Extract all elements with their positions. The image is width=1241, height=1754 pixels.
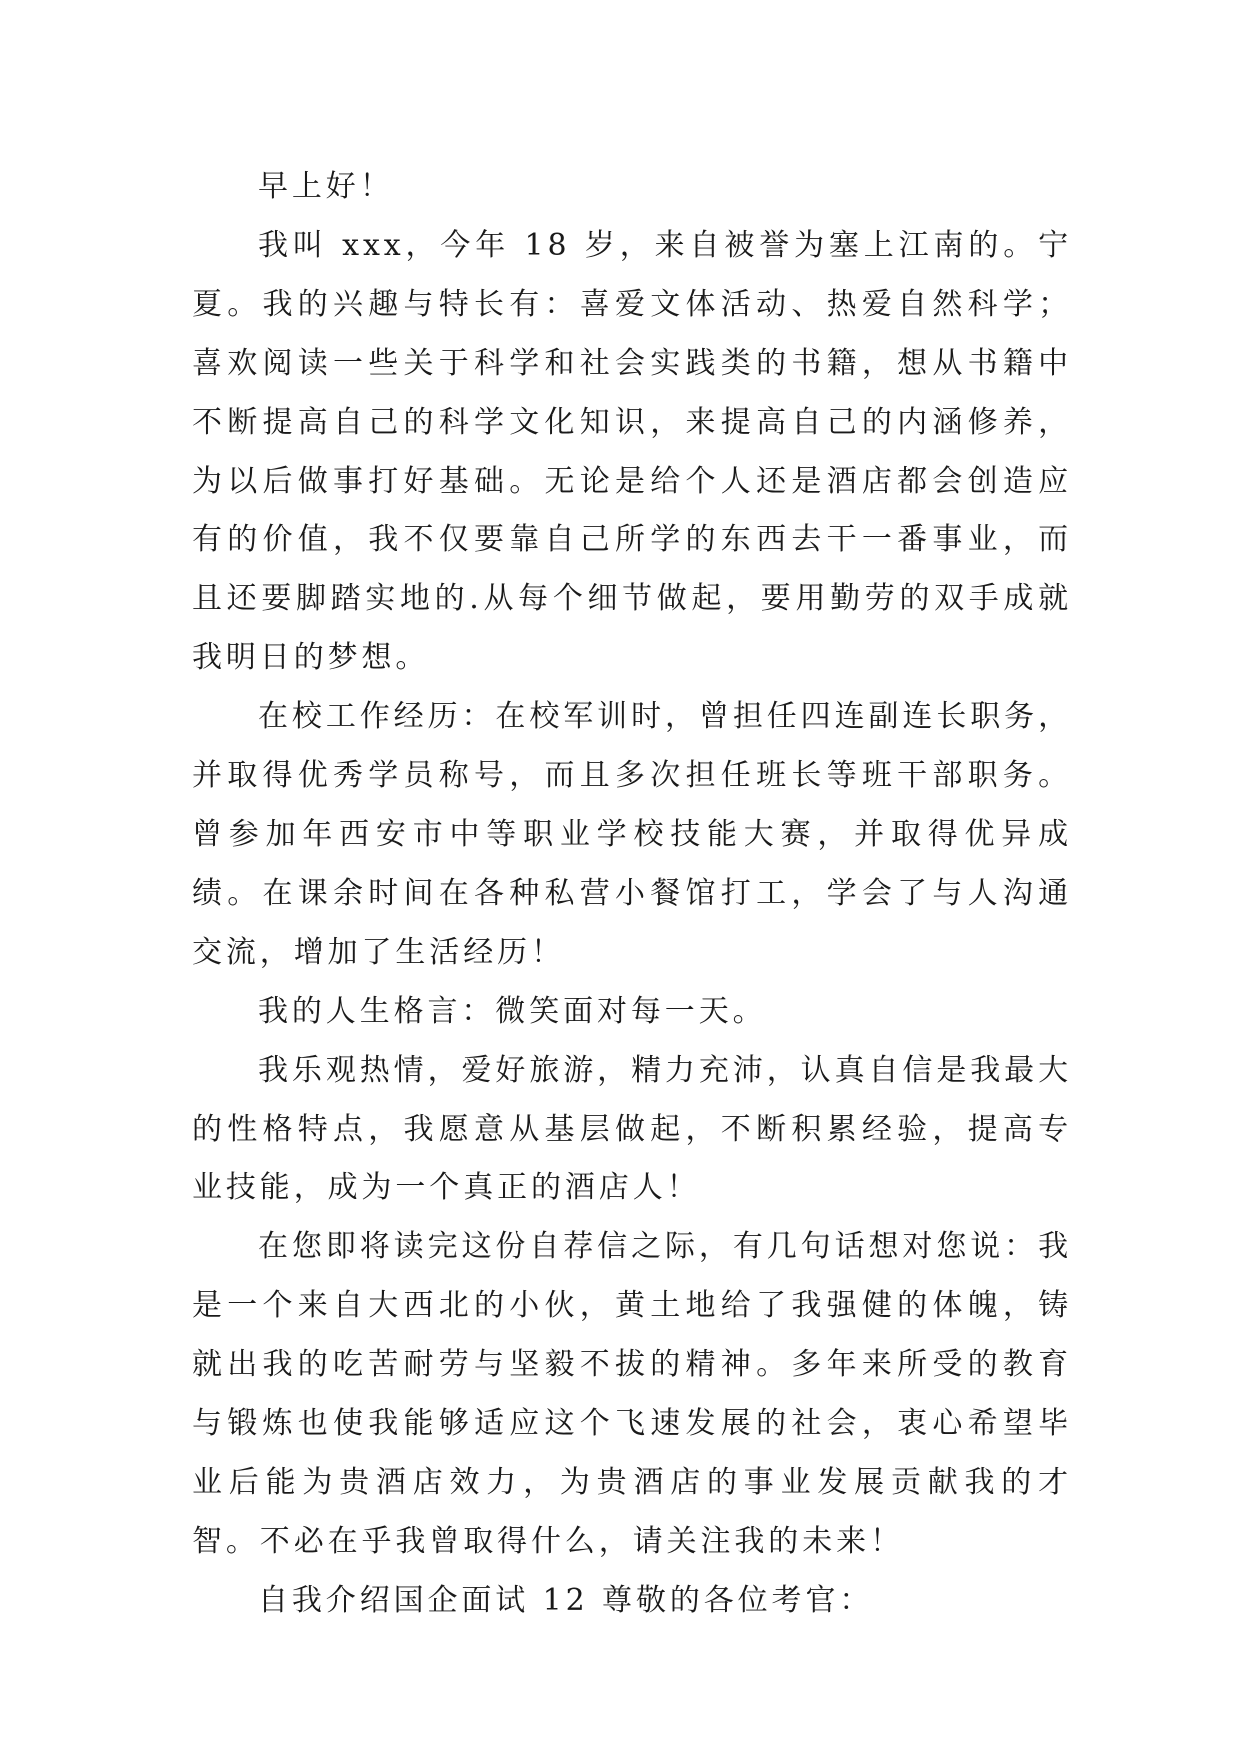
paragraph-closing: 在您即将读完这份自荐信之际，有几句话想对您说：我是一个来自大西北的小伙，黄土地给了我强健的体魄，铸就出我的吃苦耐劳与坚毅不拔的精神。多年来所受的教育与锻炼也使我能够适应这个飞速发展的社会，衷心希望毕业后能为贵酒店效力，为贵酒店的事业发展贡献我的才智。不必在乎我曾取得什么，请关注我的未来！: [192, 1229, 1072, 1559]
paragraph-personality: 我乐观热情，爱好旅游，精力充沛，认真自信是我最大的性格特点，我愿意从基层做起，不断积累经验，提高专业技能，成为一个真正的酒店人！: [192, 1052, 1072, 1206]
paragraph-next-section-heading: 自我介绍国企面试 12 尊敬的各位考官：: [258, 1582, 874, 1618]
paragraph-school-experience: 在校工作经历：在校军训时，曾担任四连副连长职务，并取得优秀学员称号，而且多次担任班长等班干部职务。曾参加年西安市中等职业学校技能大赛，并取得优异成绩。在课余时间在各种私营小餐馆打工，学会了与人沟通交流，增加了生活经历！: [192, 699, 1072, 970]
paragraph-introduction: 我叫 xxx，今年 18 岁，来自被誉为塞上江南的。宁夏。我的兴趣与特长有：喜爱文体活动、热爱自然科学；喜欢阅读一些关于科学和社会实践类的书籍，想从书籍中不断提高自己的科学文化知识，来提高自己的内涵修养，为以后做事打好基础。无论是给个人还是酒店都会创造应有的价值，我不仅要靠自己所学的东西去干一番事业，而且还要脚踏实地的.从每个细节做起，要用勤劳的双手成就我明日的梦想。: [192, 227, 1072, 676]
paragraph-greeting: 早上好！: [258, 169, 394, 204]
paragraph-life-motto: 我的人生格言：微笑面对每一天。: [258, 993, 767, 1029]
document-body: [192, 158, 1072, 1631]
